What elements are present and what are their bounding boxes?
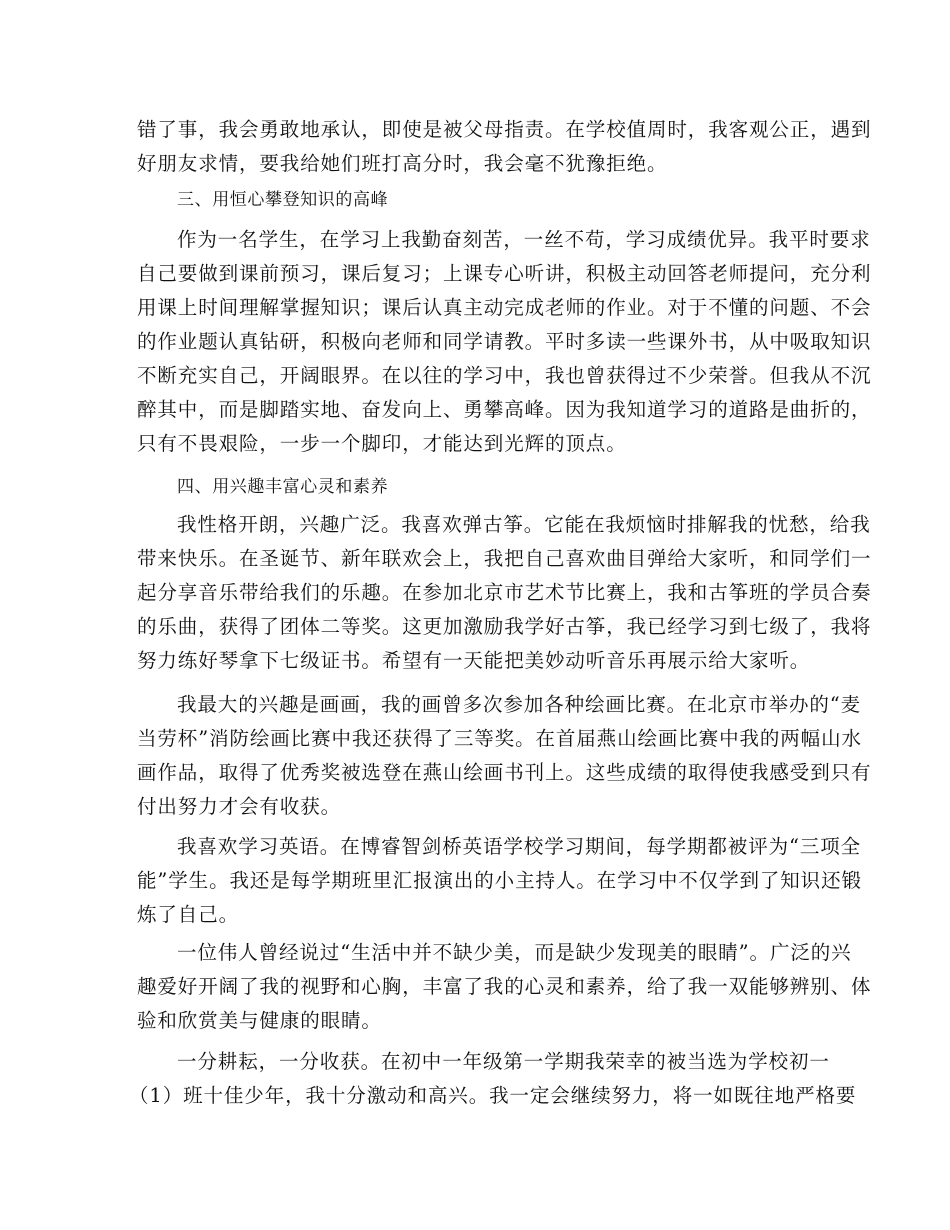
text-line: 自己要做到课前预习，课后复习；上课专心听讲，积极主动回答老师提问，充分利 — [137, 262, 872, 285]
text-line: （1）班十佳少年，我十分激动和高兴。我一定会继续努力，将一如既往地严格要 — [129, 1084, 857, 1107]
paragraph-beauty — [137, 936, 872, 1038]
paragraph-study — [137, 223, 872, 461]
text-line: 趣爱好开阔了我的视野和心胸，丰富了我的心灵和素养，给了我一双能够辨别、体 — [137, 975, 872, 998]
text-line: 努力练好琴拿下七级证书。希望有一天能把美妙动听音乐再展示给大家听。 — [137, 649, 811, 672]
text-line: 带来快乐。在圣诞节、新年联欢会上，我把自己喜欢曲目弹给大家听，和同学们一 — [137, 547, 872, 570]
text-line: 我喜欢学习英语。在博睿智剑桥英语学校学习期间，每学期都被评为“三项全 — [177, 835, 862, 858]
text-line: 炼了自己。 — [137, 903, 240, 926]
text-line: 验和欣赏美与健康的眼睛。 — [137, 1009, 382, 1032]
text-line: 一位伟人曾经说过“生活中并不缺少美，而是缺少发现美的眼睛”。广泛的兴 — [177, 941, 852, 964]
text-line: 只有不畏艰险，一步一个脚印，才能达到光辉的顶点。 — [137, 432, 627, 455]
text-line: 的作业题认真钻研，积极向老师和同学请教。平时多读一些课外书，从中吸取知识 — [137, 330, 872, 353]
text-line: 用课上时间理解掌握知识；课后认真主动完成老师的作业。对于不懂的问题、不会 — [137, 296, 872, 319]
text-line: 当劳杯”消防绘画比赛中我还获得了三等奖。在首届燕山绘画比赛中我的两幅山水 — [137, 727, 862, 750]
paragraph-conclusion — [129, 1045, 857, 1113]
text-line: 作为一名学生，在学习上我勤奋刻苦，一丝不苟，学习成绩优异。我平时要求 — [177, 228, 871, 251]
paragraph-painting — [137, 688, 872, 824]
text-line: 不断充实自己，开阔眼界。在以往的学习中，我也曾获得过不少荣誉。但我从不沉 — [137, 364, 872, 387]
text-line: 好朋友求情，要我给她们班打高分时，我会毫不犹豫拒绝。 — [137, 152, 668, 175]
text-line: 我性格开朗，兴趣广泛。我喜欢弹古筝。它能在我烦恼时排解我的忧愁，给我 — [177, 513, 871, 536]
paragraph-english — [137, 830, 862, 932]
heading-text: 三、用恒心攀登知识的高峰 — [177, 190, 389, 210]
text-line: 我最大的兴趣是画画，我的画曾多次参加各种绘画比赛。在北京市举办的“麦 — [177, 693, 862, 716]
text-line: 能”学生。我还是每学期班里汇报演出的小主持人。在学习中不仅学到了知识还锻 — [137, 869, 862, 892]
text-line: 错了事，我会勇敢地承认，即使是被父母指责。在学校值周时，我客观公正，遇到 — [137, 118, 872, 141]
text-line: 付出努力才会有收获。 — [137, 795, 342, 818]
heading-text: 四、用兴趣丰富心灵和素养 — [177, 477, 389, 497]
text-line: 起分享音乐带给我们的乐趣。在参加北京市艺术节比赛上，我和古筝班的学员合奏 — [137, 581, 872, 604]
paragraph-guzheng — [137, 508, 872, 678]
text-line: 画作品，取得了优秀奖被选登在燕山绘画书刊上。这些成绩的取得使我感受到只有 — [137, 761, 872, 784]
section-heading-perseverance — [137, 183, 817, 217]
text-line: 的乐曲，获得了团体二等奖。这更加激励我学好古筝，我已经学习到七级了，我将 — [137, 615, 872, 638]
paragraph-honesty-end — [137, 113, 872, 181]
section-heading-interests — [137, 470, 817, 504]
text-line: 醉其中，而是脚踏实地、奋发向上、勇攀高峰。因为我知道学习的道路是曲折的， — [137, 398, 872, 421]
text-line: 一分耕耘，一分收获。在初中一年级第一学期我荣幸的被当选为学校初一 — [177, 1050, 830, 1073]
